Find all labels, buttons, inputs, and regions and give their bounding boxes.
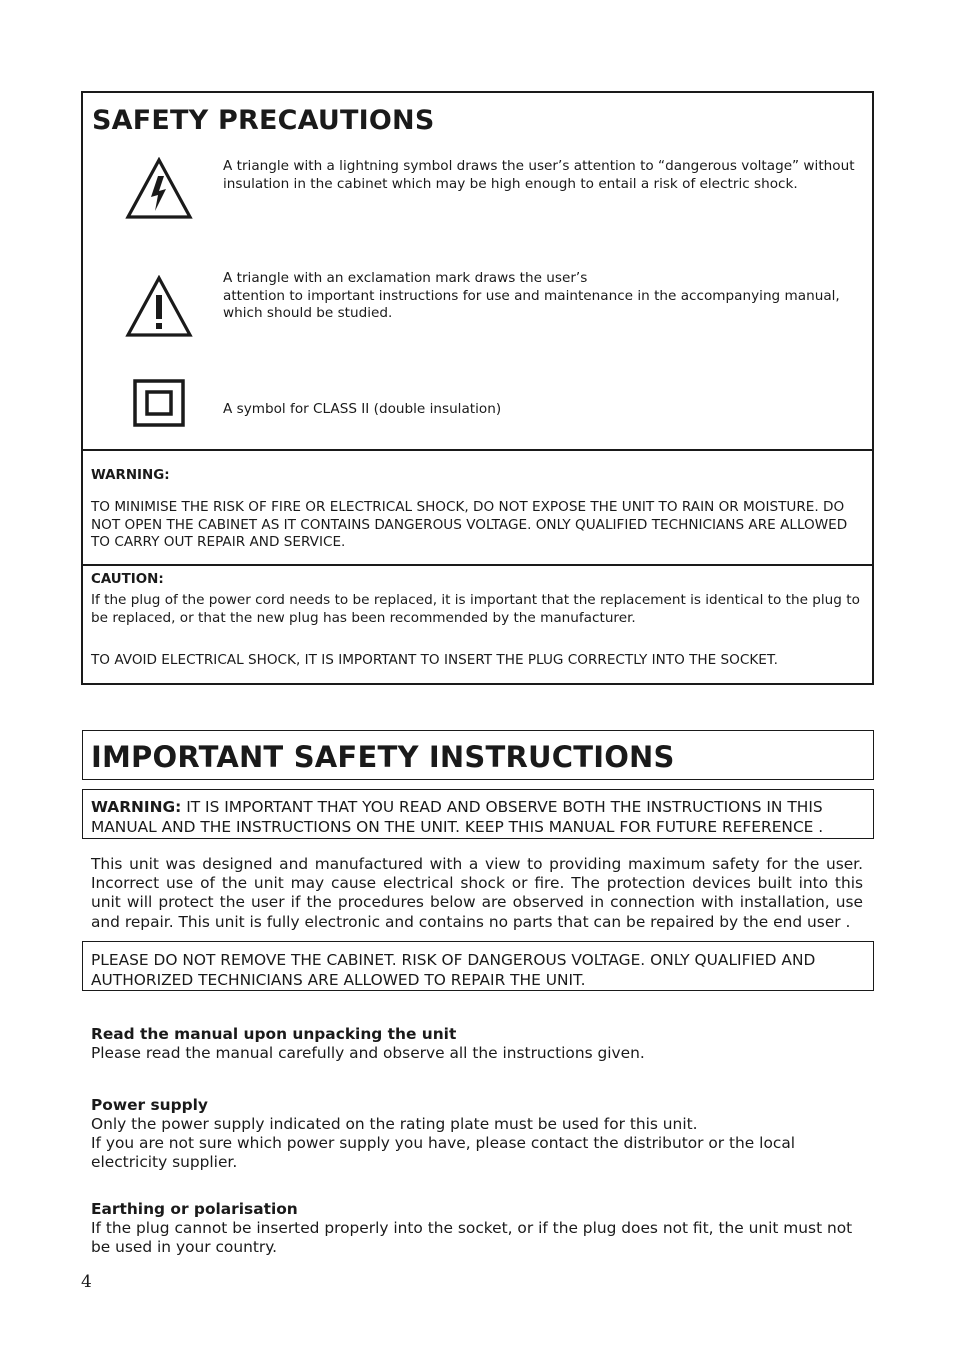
caution-text-socket: TO AVOID ELECTRICAL SHOCK, IT IS IMPORTANT TO INSERT THE PLUG CORRECTLY INTO THE SOCKET. bbox=[91, 652, 778, 668]
safety-precautions-box bbox=[81, 91, 874, 685]
section-heading-power-supply: Power supply bbox=[91, 1096, 208, 1114]
exclamation-description-line2: attention to important instructions for use and maintenance in the accompanying manual, which should be studied. bbox=[223, 287, 840, 321]
cabinet-notice-text: PLEASE DO NOT REMOVE THE CABINET. RISK OF DANGEROUS VOLTAGE. ONLY QUALIFIED AND AUTHORIZED TECHNICIANS ARE ALLOWED TO REPAIR THE UNIT. bbox=[91, 951, 816, 989]
important-instructions-title-box bbox=[82, 730, 874, 780]
important-warning-body: IT IS IMPORTANT THAT YOU READ AND OBSERVE BOTH THE INSTRUCTIONS IN THIS MANUAL AND THE INSTRUCTIONS ON THE UNIT. KEEP THIS MANUAL FOR FUTURE REFERENCE . bbox=[91, 798, 824, 836]
exclamation-symbol-description bbox=[223, 270, 868, 323]
caution-text: If the plug of the power cord needs to be replaced, it is important that the replacement is identical to the plug to be replaced, or that the new plug has been recommended by the manufacturer. bbox=[91, 592, 860, 626]
class-ii-description: A symbol for CLASS II (double insulation) bbox=[223, 401, 502, 417]
class-ii-icon bbox=[133, 379, 185, 427]
warning-label: WARNING: bbox=[91, 468, 170, 483]
caution-label: CAUTION: bbox=[91, 572, 164, 587]
divider bbox=[83, 564, 872, 566]
important-warning-label: WARNING: bbox=[91, 798, 182, 816]
lightning-triangle-icon bbox=[125, 157, 193, 221]
page-number: 4 bbox=[81, 1272, 92, 1292]
section-body-power-supply-2: If you are not sure which power supply you have, please contact the distributor or the local electricity supplier. bbox=[91, 1134, 796, 1172]
intro-paragraph: This unit was designed and manufactured with a view to providing maximum safety for the user. Incorrect use of the unit may cause electrical shock or fire. The protection devices built into this unit will protect the user if the procedures below are observed in connection with installation, use and repair. This unit is fully electronic and contains no parts that can be repaired by the end user . bbox=[91, 855, 863, 931]
important-instructions-title: IMPORTANT SAFETY INSTRUCTIONS bbox=[91, 740, 675, 774]
section-body-read-manual: Please read the manual carefully and observe all the instructions given. bbox=[91, 1044, 645, 1062]
warning-text: TO MINIMISE THE RISK OF FIRE OR ELECTRICAL SHOCK, DO NOT EXPOSE THE UNIT TO RAIN OR MOISTURE. DO NOT OPEN THE CABINET AS IT CONTAINS DANGEROUS VOLTAGE. ONLY QUALIFIED TECHNICIANS ARE ALLOWED TO CARRY OUT REPAIR AND SERVICE. bbox=[91, 499, 848, 550]
section-body-earthing: If the plug cannot be inserted properly into the socket, or if the plug does not fit, the unit must not be used in your country. bbox=[91, 1219, 853, 1257]
exclamation-triangle-icon bbox=[125, 275, 193, 339]
divider bbox=[83, 449, 872, 451]
section-heading-earthing: Earthing or polarisation bbox=[91, 1200, 298, 1218]
cabinet-notice-box bbox=[82, 941, 874, 991]
section-body-power-supply: Only the power supply indicated on the rating plate must be used for this unit. bbox=[91, 1115, 698, 1133]
important-warning-text bbox=[91, 797, 866, 837]
exclamation-description-line1: A triangle with an exclamation mark draws the user’s bbox=[223, 270, 588, 286]
section-heading-read-manual: Read the manual upon unpacking the unit bbox=[91, 1025, 457, 1043]
important-warning-box bbox=[82, 789, 874, 839]
safety-precautions-title: SAFETY PRECAUTIONS bbox=[92, 105, 435, 136]
lightning-symbol-description: A triangle with a lightning symbol draws the user’s attention to “dangerous voltage” without insulation in the cabinet which may be high enough to entail a risk of electric shock. bbox=[223, 158, 855, 192]
